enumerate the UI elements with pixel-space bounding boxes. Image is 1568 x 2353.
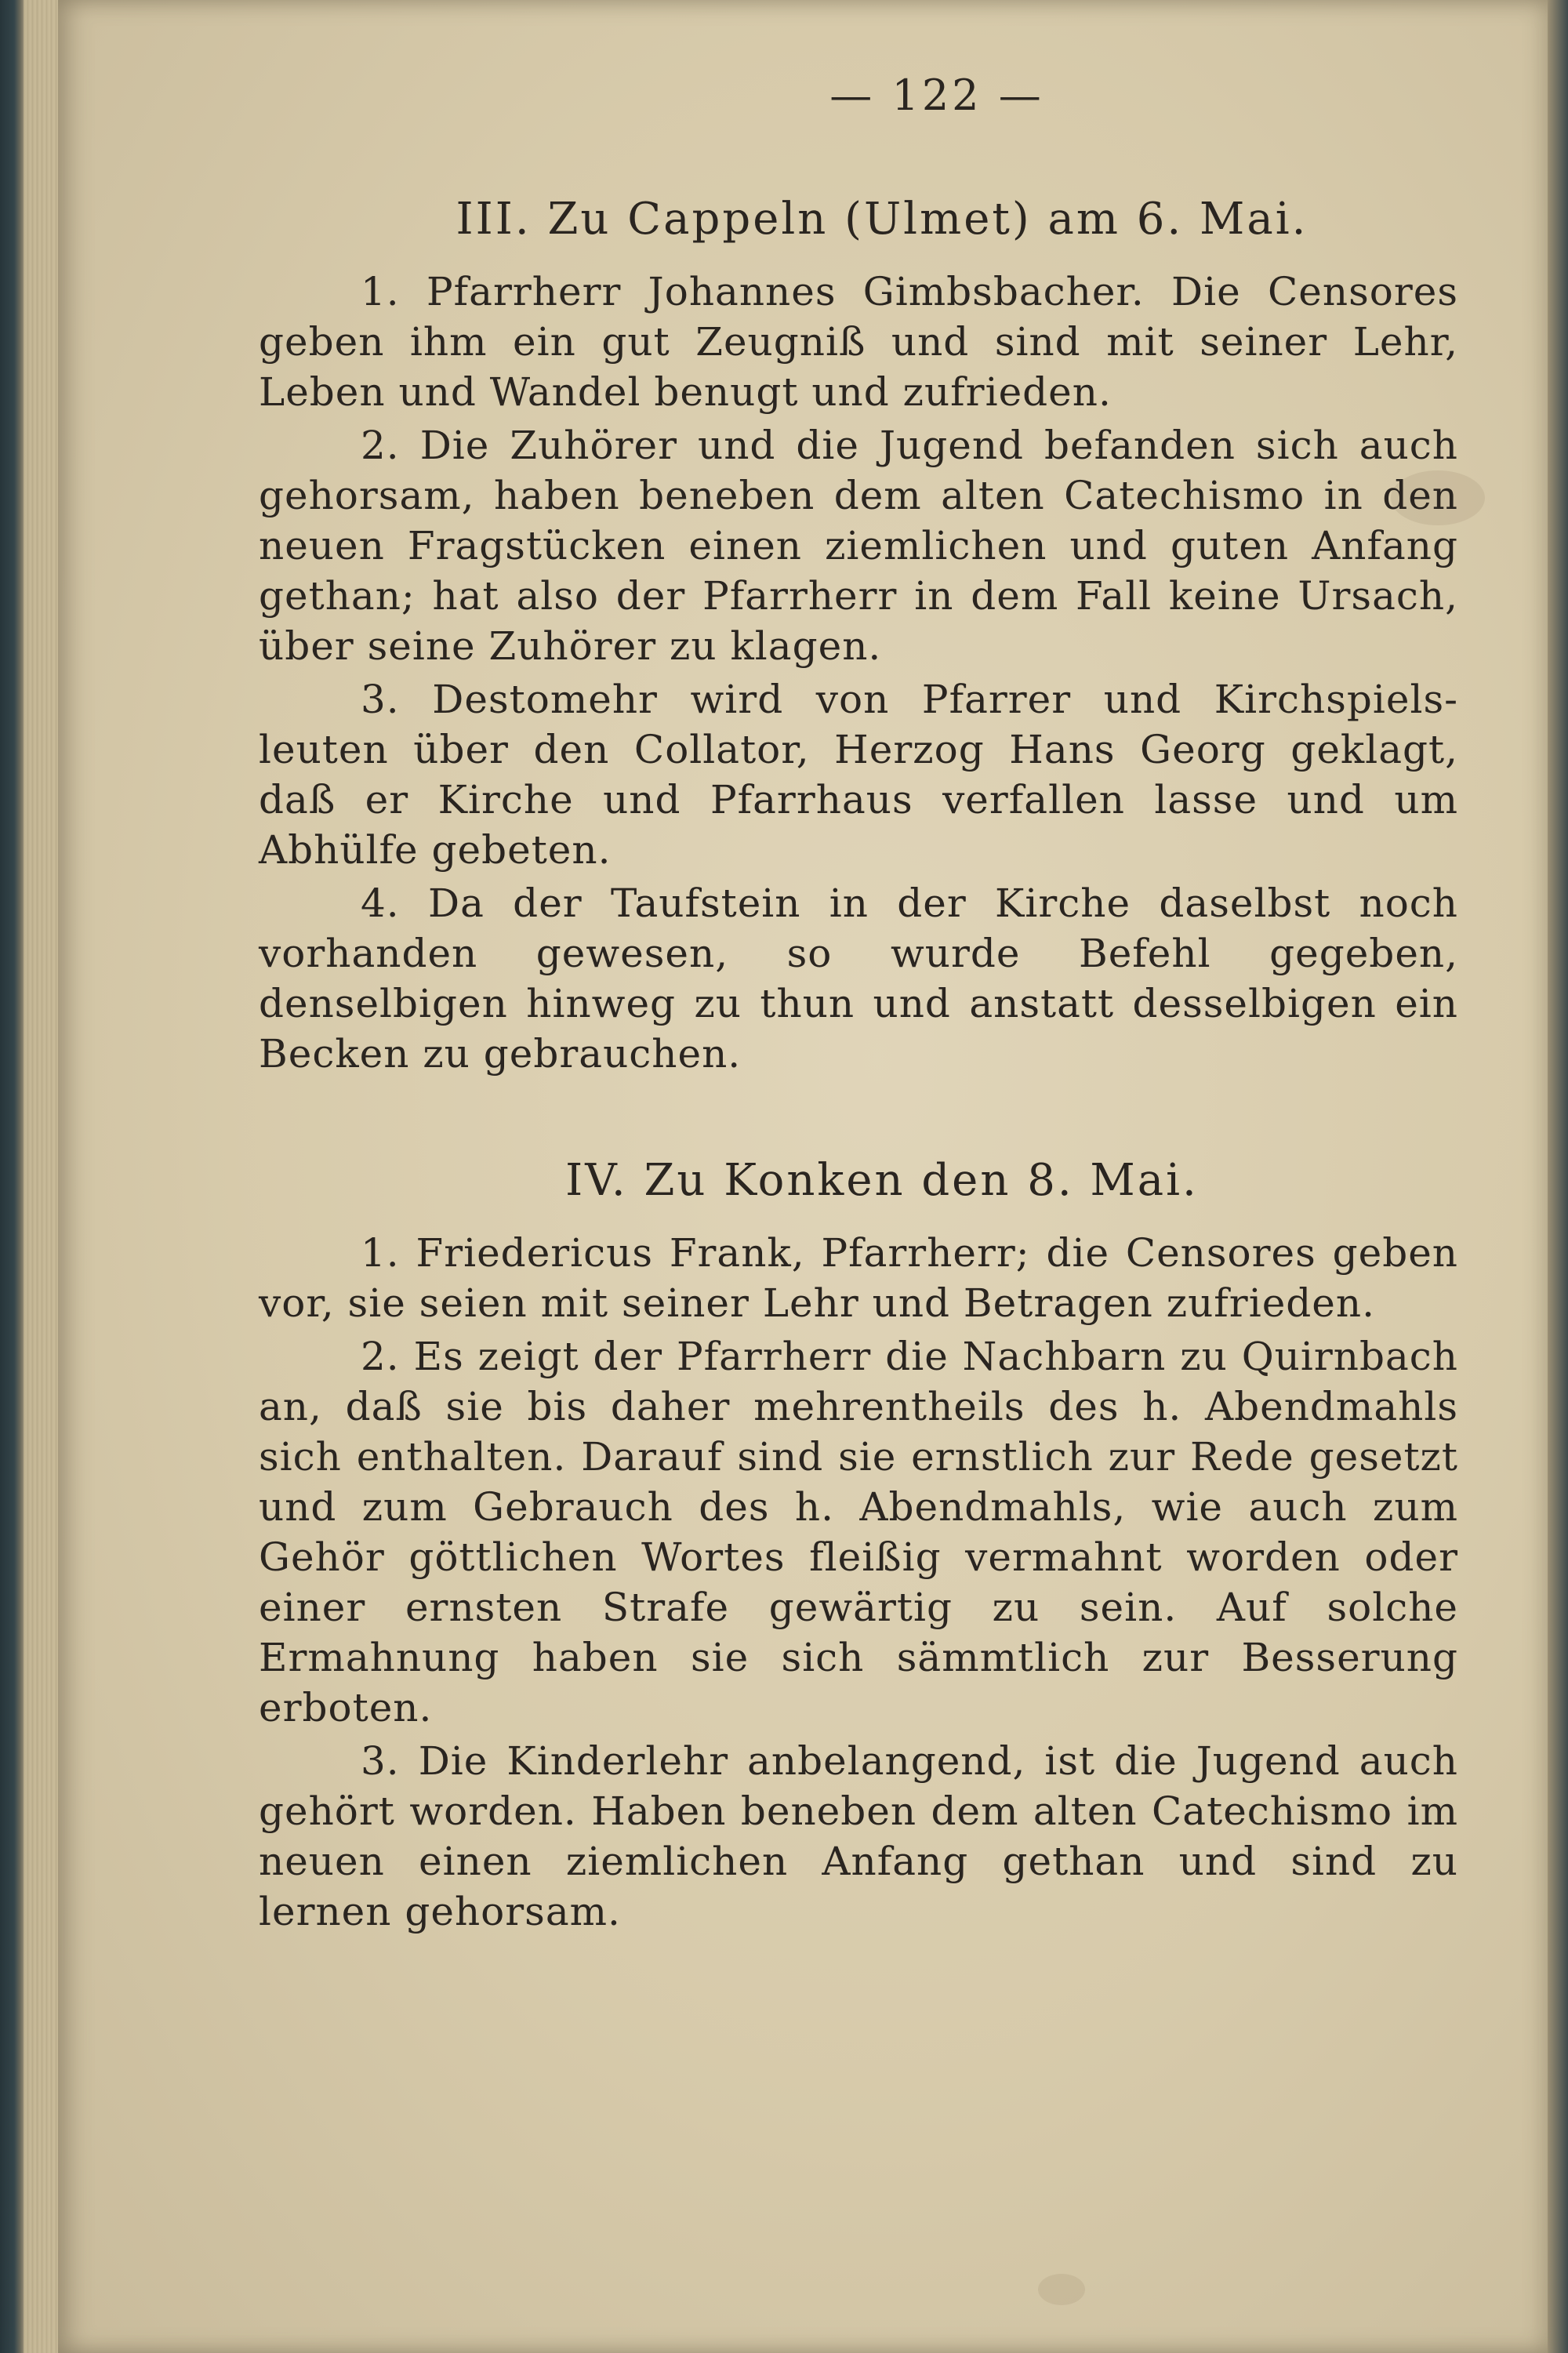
paragraph: 4. Da der Taufstein in der Kirche daselbst noch vorhanden gewesen, so wurde Befehl gegeben, denselbigen hinweg zu thun und anstatt desselbigen ein Becken zu gebrauchen. <box>259 881 1458 1077</box>
paragraph: 1. Friedericus Frank, Pfarrherr; die Censores geben vor, sie seien mit seiner Lehr und Betragen zufrieden. <box>259 1230 1458 1326</box>
paragraph: 3. Destomehr wird von Pfarrer und Kirchspiels-leuten über den Collator, Herzog Hans Georg geklagt, daß er Kirche und Pfarrhaus verfallen lasse und um Abhülfe gebeten. <box>259 677 1458 873</box>
book-binding-edge <box>1548 0 1568 2353</box>
section-heading: IV. Zu Konken den 8. Mai. <box>565 1155 1199 1206</box>
section-heading: III. Zu Cappeln (Ulmet) am 6. Mai. <box>456 194 1308 245</box>
paper-stain <box>1038 2274 1085 2305</box>
page-edges <box>24 0 63 2353</box>
paragraph: 2. Die Zuhörer und die Jugend befanden sich auch gehorsam, haben beneben dem alten Catechismo in den neuen Fragstücken einen ziemlichen und guten Anfang gethan; hat also der Pfarrherr in dem Fall keine Ursach, über seine Zuhörer zu klagen. <box>259 423 1458 669</box>
page-number: — 122 — <box>829 71 1044 120</box>
page-text <box>259 71 1458 1940</box>
paragraph: 2. Es zeigt der Pfarrherr die Nachbarn zu Quirnbach an, daß sie bis daher mehrentheils des h. Abendmahls sich enthalten. Darauf sind sie ernstlich zur Rede gesetzt und zum Gebrauch des h. Abendmahls, wie auch zum Gehör göttlichen Wortes fleißig vermahnt worden oder einer ernsten Strafe gewärtig zu sein. Auf solche Ermahnung haben sie sich sämmtlich zur Besserung erboten. <box>259 1334 1458 1730</box>
paragraph: 3. Die Kinderlehr anbelangend, ist die Jugend auch gehört worden. Haben beneben dem alten Catechismo im neuen einen ziemlichen Anfang gethan und sind zu lernen gehorsam. <box>259 1738 1458 1934</box>
paragraph: 1. Pfarrherr Johannes Gimbsbacher. Die Censores geben ihm ein gut Zeugniß und sind mit seiner Lehr, Leben und Wandel benugt und zufrieden. <box>259 269 1458 415</box>
